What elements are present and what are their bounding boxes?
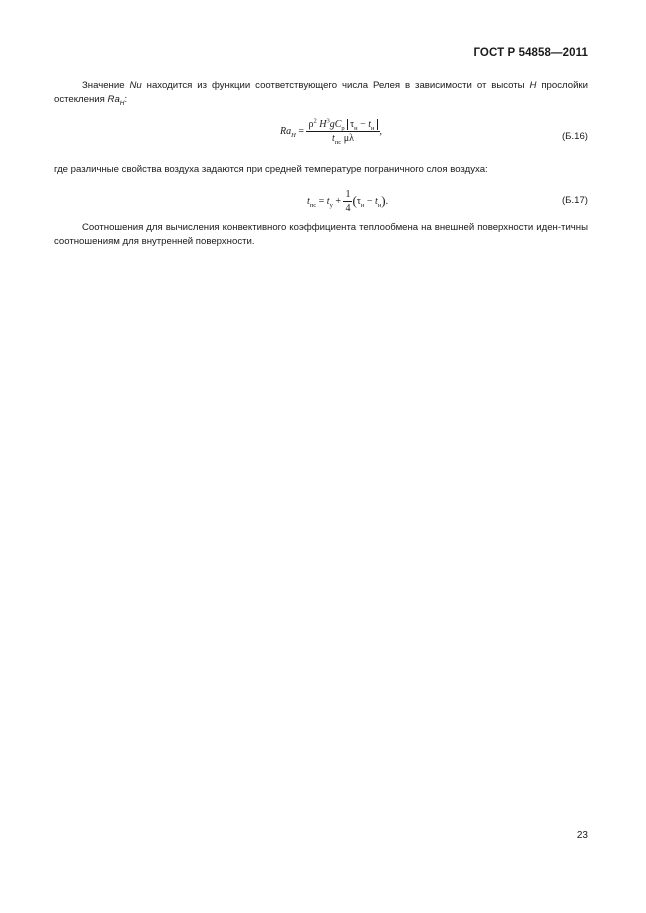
ra-symbol: $Ra_H$ xyxy=(107,94,125,107)
equation-number-b16: (Б.16) xyxy=(561,131,588,142)
formula-b16: $Ra_H$ = $\frac{\rho^2 H^3gC_р \tau_н - t_н}{t_{пс} \mu\lambda}$ , xyxy=(280,117,383,146)
rayleigh-fraction xyxy=(306,119,379,144)
document-header: ГОСТ Р 54858—2011 xyxy=(473,47,588,59)
quarter-fraction: $\frac{1}{4}$ xyxy=(345,189,351,214)
page-number: 23 xyxy=(576,830,588,841)
paragraph-air-properties: где различные свойства воздуха задаются при средней температуре пограничного слоя воздуха: xyxy=(54,164,488,175)
formula-b17: $t_{пс} = t_у$ + $\frac{1}{4}$ $(\tau_н - t_н)$. xyxy=(307,189,389,214)
fraction-denominator: $t_{пс}$ μλ xyxy=(332,133,354,146)
paragraph-nusselt: Значение Nu находится из функции соответствующего числа Релея в зависимости от высоты H прослойки остекления $Ra_H$: xyxy=(54,80,588,107)
h-symbol: H xyxy=(529,80,537,91)
fraction-numerator: $\rho^2$ $H^3gC_р$ $\tau_н - t_н$ xyxy=(306,119,379,132)
absolute-difference: $\tau_н - t_н$ xyxy=(347,119,377,130)
nu-symbol: Nu xyxy=(129,80,142,91)
paragraph-convective-coefficient: Соотношения для вычисления конвективного коэффициента теплообмена на внешней поверхности иден-тичны соотношениям для внутренней поверхности. xyxy=(54,222,588,247)
equation-number-b17: (Б.17) xyxy=(561,195,588,206)
